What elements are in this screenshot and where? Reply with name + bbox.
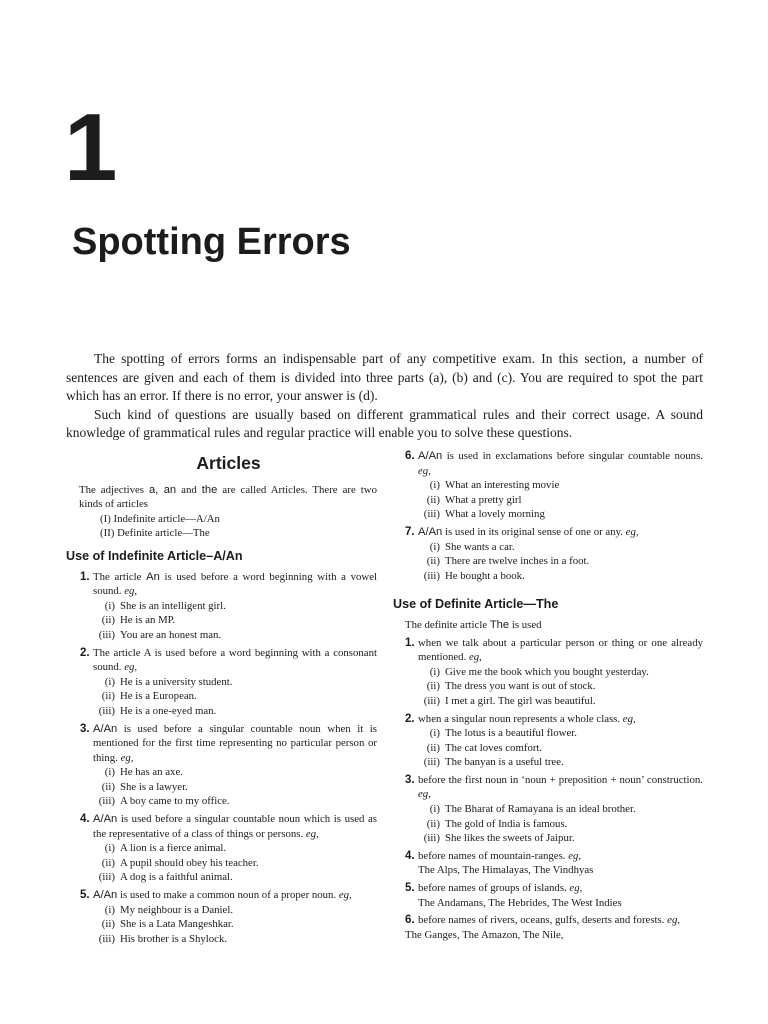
example-numeral: (ii) [101,856,115,869]
example-numeral: (ii) [426,680,440,693]
example-line [422,802,703,817]
chapter-number: 1 [64,94,116,201]
example-line [422,726,703,741]
rule-text [418,525,703,540]
rule-item [405,881,703,910]
rule-text-eg: eg, [338,889,352,902]
example-numeral: (i) [104,842,115,855]
rule-text-eg: eg, [120,751,134,764]
definite-intro [405,618,703,633]
example-line [422,741,703,756]
example-numeral: (iii) [98,795,115,808]
example-line [97,932,377,947]
articles-heading: Articles [196,453,261,473]
definite-trailing-examples: The Ganges, The Amazon, The Nile, [405,928,564,941]
rule-text-eg: eg, [622,712,636,725]
example-numeral: (ii) [426,741,440,754]
example-line [97,903,377,918]
rule-item [80,646,377,719]
rule-text-pre: The article A is used before a word beginning with a consonant sound. [93,646,377,674]
example-text: He is a one-eyed man. [120,704,217,717]
definite-rule-list [405,636,703,928]
example-text: He bought a book. [445,569,525,582]
example-line [422,507,703,522]
rule-text-pre: before names of rivers, oceans, gulfs, deserts and forests. [418,914,668,927]
example-text: I met a girl. The girl was beautiful. [445,694,596,707]
example-numeral: (iii) [423,756,440,769]
rule-number: 7. [405,525,415,538]
rule-text-post: is used before a word beginning with a vowel sound. [93,570,378,598]
rule-text-kw: A/An [418,525,443,538]
example-text: A dog is a faithful animal. [120,871,233,884]
example-text: The dress you want is out of stock. [445,680,596,693]
rule-text-pre: when a singular noun represents a whole class. [418,712,623,725]
rule-text [93,646,377,675]
example-text: He is a university student. [120,675,233,688]
rule-item [405,712,703,770]
rule-text-pre: The article [93,570,147,583]
example-line [97,917,377,932]
rule-text [93,888,377,903]
example-line [97,689,377,704]
definite-intro-text-a: The definite article [405,618,490,631]
rule-text-kw: A/An [93,722,118,735]
rule-text [418,712,703,727]
rule-text [418,449,703,478]
example-numeral: (iii) [98,871,115,884]
indefinite-heading: Use of Indefinite Article–A/An [66,548,243,563]
rule-text-eg: eg, [124,585,138,598]
example-line [422,679,703,694]
indefinite-rule-list-continued [405,449,703,583]
articles-intro [79,483,377,512]
example-numeral: (iii) [98,704,115,717]
rule-text-post: is used in its original sense of one or any. [442,525,626,538]
article-kind-2: (II) Definite article—The [100,527,210,540]
definite-keyword-the: The [489,618,510,631]
rule-number: 2. [405,712,415,725]
rule-item [405,449,703,522]
rule-text-pre: when we talk about a particular person or thing or one already mentioned. [418,636,703,664]
rule-item [80,888,377,946]
rule-text [418,773,703,802]
example-numeral: (iii) [423,569,440,582]
rule-text [93,722,377,766]
example-list [418,478,703,522]
rule-text-post: is used in exclamations before singular countable nouns. [442,450,703,462]
rule-item [405,773,703,846]
example-numeral: (iii) [98,932,115,945]
rule-number: 6. [405,450,415,462]
rule-text [418,913,703,928]
example-numeral: (ii) [101,690,115,703]
rule-item [405,849,703,878]
rule-item [405,525,703,583]
right-column [393,446,703,942]
rule-text-kw: A/An [418,450,443,462]
rule-number: 1. [80,570,90,583]
rule-item [405,636,703,709]
example-text: The lotus is a beautiful flower. [445,727,577,740]
example-line [97,628,377,643]
rule-number: 5. [80,889,90,902]
example-numeral: (iii) [423,508,440,521]
articles-intro-text-a: The adjectives [79,483,149,496]
left-column [66,446,378,946]
rule-item [80,812,377,885]
rule-text [93,570,377,599]
example-line [97,856,377,871]
rule-item [80,722,377,810]
example-line [97,704,377,719]
example-numeral: (ii) [426,493,440,506]
rule-number: 4. [80,813,90,826]
example-line [422,817,703,832]
example-plain-line: The Andamans, The Hebrides, The West Indies [418,896,622,909]
example-numeral: (i) [104,903,115,916]
intro-section [66,350,703,443]
example-text: She is a Lata Mangeshkar. [120,918,234,931]
example-text: My neighbour is a Daniel. [120,903,234,916]
rule-text-post: is used before a singular countable noun when it is mentioned for the first time representing no particular person or thing. [93,722,377,764]
example-line [97,675,377,690]
rule-text-eg: eg, [568,849,582,862]
example-text: There are twelve inches in a foot. [445,555,590,568]
rule-text-pre: before the first noun in ‘noun + preposition + noun’ construction. [418,773,703,786]
example-text: The gold of India is famous. [445,817,568,830]
example-list [418,665,703,709]
rule-text-eg: eg, [305,827,319,840]
rule-text [418,881,703,896]
example-line [422,569,703,584]
example-line [97,794,377,809]
rule-text-eg: eg, [418,464,431,477]
articles-keyword-the: the [201,483,218,496]
example-numeral: (i) [104,766,115,779]
example-numeral: (i) [429,665,440,678]
example-numeral: (i) [429,479,440,492]
example-line [97,613,377,628]
example-list [418,540,703,584]
example-text: His brother is a Shylock. [120,932,228,945]
rule-item [80,570,377,643]
example-list [418,726,703,770]
intro-paragraph-1: The spotting of errors forms an indispensable part of any competitive exam. In this section, a number of sentences are given and each of them is divided into three parts (a), (b) and (c). You are required to spot the part which has an error. If there is no error, your answer is (d). [66,351,703,403]
example-line [97,765,377,780]
rule-text-eg: eg, [124,661,138,674]
example-line [97,841,377,856]
rule-text [418,849,703,864]
example-text: He has an axe. [120,766,183,779]
example-text: The Bharat of Ramayana is an ideal brother. [445,803,636,816]
example-text: He is a European. [120,690,197,703]
example-numeral: (i) [429,727,440,740]
rule-number: 3. [80,722,90,735]
example-numeral: (iii) [423,832,440,845]
example-numeral: (ii) [101,918,115,931]
definite-heading: Use of Definite Article—The [393,597,559,612]
rule-number: 3. [405,773,415,786]
example-text: You are an honest man. [120,628,222,641]
example-text: She is an intelligent girl. [120,599,226,612]
example-numeral: (i) [104,599,115,612]
example-text: He is an MP. [120,614,176,627]
example-line [422,540,703,555]
example-line [422,831,703,846]
example-plain-line: The Alps, The Himalayas, The Vindhyas [418,864,594,877]
example-text: Give me the book which you bought yesterday. [445,665,649,678]
example-numeral: (ii) [101,614,115,627]
example-list [418,802,703,846]
rule-text [93,812,377,841]
example-numeral: (iii) [423,694,440,707]
articles-keyword-a-an: a, an [148,483,177,496]
articles-intro-text-b: and [176,483,202,496]
example-numeral: (i) [104,675,115,688]
rule-text-kw: A/An [93,889,118,902]
rule-number: 1. [405,636,415,649]
rule-number: 4. [405,849,415,862]
rule-text-eg: eg, [667,914,681,927]
rule-number: 2. [80,646,90,659]
example-text: A boy came to my office. [120,795,230,808]
example-text: She is a lawyer. [120,780,188,793]
example-text: A pupil should obey his teacher. [120,856,259,869]
example-numeral: (ii) [101,780,115,793]
rule-text-pre: before names of groups of islands. [418,882,570,895]
rule-text [418,636,703,665]
example-list [93,841,377,885]
example-numeral: (i) [429,540,440,553]
rule-text-eg: eg, [468,651,482,664]
example-text: She wants a car. [445,540,515,553]
indefinite-rule-list [80,570,377,947]
definite-intro-text-b: is used [509,618,542,631]
article-kind-1: (I) Indefinite article—A/An [100,512,220,525]
example-line [422,554,703,569]
rule-text-post: is used to make a common noun of a proper noun. [117,889,339,902]
rule-text-eg: eg, [625,525,639,538]
example-text: She likes the sweets of Jaipur. [445,832,575,845]
example-text: What a lovely morning [445,508,545,521]
articles-intro-text-c: are called Articles. There are two kinds of articles [79,483,377,511]
example-line [97,780,377,795]
example-numeral: (ii) [426,555,440,568]
chapter-title: Spotting Errors [72,221,351,263]
rule-number: 5. [405,882,415,895]
example-line [422,493,703,508]
rule-text-kw: A/An [93,813,118,826]
example-text: What an interesting movie [445,479,560,492]
example-line [422,478,703,493]
example-text: A lion is a fierce animal. [120,842,227,855]
example-list [93,599,377,643]
example-line [97,870,377,885]
rule-text-kw: An [146,570,160,583]
example-list [93,903,377,947]
rule-text-pre: before names of mountain-ranges. [418,849,569,862]
example-numeral: (i) [429,803,440,816]
rule-text-post: is used before a singular countable noun which is used as the representative of a class of things or persons. [93,813,377,840]
example-line [97,599,377,614]
example-line [422,694,703,709]
rule-text-eg: eg, [569,882,583,895]
example-line [422,755,703,770]
example-numeral: (ii) [426,817,440,830]
example-text: The cat loves comfort. [445,741,543,754]
example-text: The banyan is a useful tree. [445,756,564,769]
example-line [422,665,703,680]
rule-number: 6. [405,914,415,927]
intro-paragraph-2: Such kind of questions are usually based on different grammatical rules and their correct usage. A sound knowledge of grammatical rules and regular practice will enable you to solve these questions. [66,406,703,440]
example-list [93,765,377,809]
rule-text-eg: eg, [418,788,431,801]
example-text: What a pretty girl [445,493,522,506]
example-list [93,675,377,719]
example-numeral: (iii) [98,628,115,641]
rule-item [405,913,703,928]
